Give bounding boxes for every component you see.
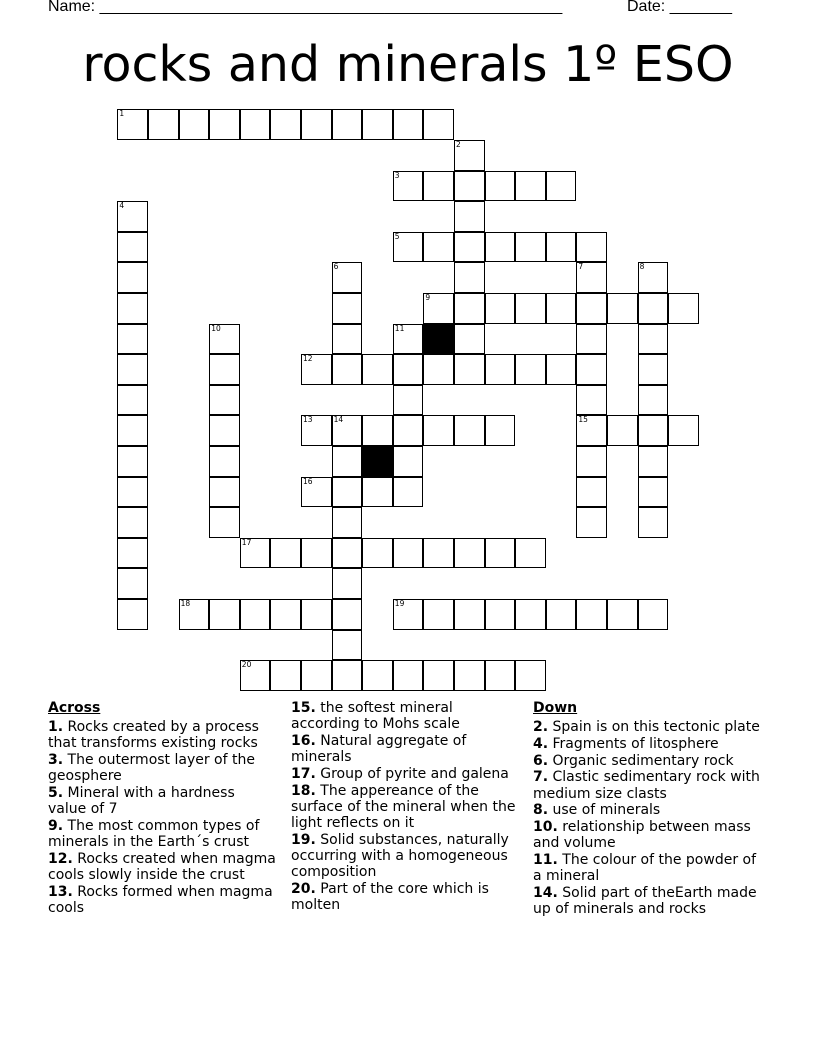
clue-number: 5 [394, 231, 400, 241]
grid-cell[interactable] [270, 538, 301, 569]
grid-cell[interactable] [485, 660, 516, 691]
grid-cell[interactable] [576, 232, 607, 263]
grid-cell[interactable] [301, 538, 332, 569]
grid-cell[interactable] [607, 293, 638, 324]
clue-number: 15 [578, 415, 588, 425]
grid-cell[interactable] [209, 477, 240, 508]
clue-across-3: 3. The outermost layer of the geosphere [48, 752, 255, 785]
grid-cell[interactable] [454, 171, 485, 202]
across-clues [48, 700, 276, 917]
grid-cell[interactable] [454, 538, 485, 569]
grid-cell[interactable] [270, 109, 301, 140]
grid-cell[interactable] [423, 293, 454, 324]
grid-cell[interactable] [423, 660, 454, 691]
grid-cell[interactable] [393, 109, 424, 140]
grid-cell[interactable] [515, 599, 546, 630]
grid-cell[interactable] [332, 477, 363, 508]
clue-across-18: 18. The appereance of the surface of the mineral when the light reflects on it [291, 782, 516, 831]
grid-cell[interactable] [515, 660, 546, 691]
grid-cell[interactable] [179, 109, 210, 140]
grid-cell[interactable] [117, 201, 148, 232]
grid-cell[interactable] [546, 293, 577, 324]
grid-cell[interactable] [576, 354, 607, 385]
page-title: rocks and minerals 1º ESO [82, 36, 734, 93]
clue-across-13: 13. Rocks formed when magma cools [48, 883, 273, 916]
grid-cell[interactable] [638, 262, 669, 293]
clue-number: 13 [303, 415, 313, 425]
clue-number: 10 [211, 323, 221, 333]
clue-across-9: 9. The most common types of minerals in the Earth´s crust [48, 817, 260, 851]
grid-cell[interactable] [117, 446, 148, 477]
grid-cell[interactable] [301, 660, 332, 691]
clue-across-5: 5. Mineral with a hardness value of 7 [48, 785, 235, 818]
clue-number: 20 [241, 660, 252, 670]
grid-cell[interactable] [576, 446, 607, 477]
grid-cell[interactable] [485, 415, 516, 446]
grid-cell[interactable] [209, 507, 240, 538]
grid-cell[interactable] [362, 477, 393, 508]
grid-cell[interactable] [454, 140, 485, 171]
grid-cell[interactable] [546, 354, 577, 385]
grid-cell[interactable] [270, 660, 301, 691]
grid-cell[interactable] [117, 109, 148, 140]
grid-cell[interactable] [607, 415, 638, 446]
grid-cell[interactable] [576, 507, 607, 538]
grid-cell[interactable] [576, 293, 607, 324]
grid-cell[interactable] [301, 477, 332, 508]
grid-cell[interactable] [638, 599, 669, 630]
grid-cell[interactable] [638, 507, 669, 538]
grid-cell[interactable] [270, 599, 301, 630]
grid-cell[interactable] [393, 599, 424, 630]
grid-cell[interactable] [240, 109, 271, 140]
grid-cell[interactable] [423, 354, 454, 385]
clue-down-4: 4. Fragments of litosphere [533, 735, 719, 752]
clue-across-17: 17. Group of pyrite and galena [291, 765, 509, 782]
grid-cell[interactable] [240, 660, 271, 691]
grid-cell[interactable] [423, 109, 454, 140]
grid-cell[interactable] [485, 599, 516, 630]
grid-cell[interactable] [423, 232, 454, 263]
grid-cell[interactable] [423, 415, 454, 446]
name-field-label: Name: ____________________________________________________ [48, 0, 563, 15]
grid-cell[interactable] [240, 599, 271, 630]
clue-down-10: 10. relationship between mass and volume [533, 818, 751, 852]
clue-number: 11 [394, 323, 405, 333]
clue-number: 17 [241, 537, 252, 547]
clue-down-2: 2. Spain is on this tectonic plate [533, 719, 760, 736]
clue-down-11: 11. The colour of the powder of a mineral [533, 851, 757, 885]
clue-across-19: 19. Solid substances, naturally occurring with a homogeneous composition [291, 831, 509, 881]
grid-cell[interactable] [638, 415, 669, 446]
grid-cell[interactable] [362, 660, 393, 691]
grid-cell[interactable] [332, 324, 363, 355]
grid-cell[interactable] [332, 538, 363, 569]
grid-cell[interactable] [454, 201, 485, 232]
grid-cell[interactable] [332, 660, 363, 691]
clue-across-1: 1. Rocks created by a process that transforms existing rocks [48, 719, 259, 752]
clue-number: 4 [119, 201, 125, 211]
grid-cell[interactable] [546, 232, 577, 263]
grid-cell[interactable] [362, 415, 393, 446]
grid-cell[interactable] [638, 446, 669, 477]
clue-across-12: 12. Rocks created when magma cools slowly inside the crust [48, 850, 276, 884]
grid-cell[interactable] [332, 630, 363, 661]
grid-cell[interactable] [546, 171, 577, 202]
grid-cell[interactable] [454, 232, 485, 263]
grid-cell[interactable] [332, 109, 363, 140]
grid-cell[interactable] [454, 262, 485, 293]
grid-cell[interactable] [576, 385, 607, 416]
date-field-label: Date: _______ [627, 0, 732, 15]
clue-number: 1 [119, 109, 125, 119]
grid-cell[interactable] [301, 109, 332, 140]
grid-cell[interactable] [148, 109, 179, 140]
grid-cell[interactable] [209, 109, 240, 140]
grid-cell[interactable] [209, 354, 240, 385]
grid-cell[interactable] [546, 599, 577, 630]
grid-cell[interactable] [485, 354, 516, 385]
grid-cell[interactable] [485, 232, 516, 263]
grid-cell[interactable] [668, 293, 699, 324]
grid-cell[interactable] [485, 293, 516, 324]
grid-cell[interactable] [332, 354, 363, 385]
grid-cell[interactable] [301, 599, 332, 630]
grid-cell[interactable] [423, 171, 454, 202]
clue-down-6: 6. Organic sedimentary rock [533, 752, 734, 769]
grid-cell[interactable] [576, 599, 607, 630]
grid-cell[interactable] [393, 171, 424, 202]
grid-cell[interactable] [117, 293, 148, 324]
grid-cell[interactable] [332, 446, 363, 477]
grid-cell[interactable] [576, 415, 607, 446]
grid-cell[interactable] [515, 538, 546, 569]
grid-cell[interactable] [393, 477, 424, 508]
grid-cell[interactable] [117, 538, 148, 569]
grid-cell[interactable] [117, 477, 148, 508]
grid-cell[interactable] [179, 599, 210, 630]
grid-cell[interactable] [454, 599, 485, 630]
clue-number: 6 [333, 262, 339, 272]
grid-cell[interactable] [515, 232, 546, 263]
clue-across-16: 16. Natural aggregate of minerals [291, 732, 467, 766]
grid-cell[interactable] [209, 446, 240, 477]
grid-cell[interactable] [117, 232, 148, 263]
grid-cell[interactable] [362, 109, 393, 140]
grid-cell[interactable] [117, 599, 148, 630]
grid-cell[interactable] [362, 538, 393, 569]
grid-cell[interactable] [362, 354, 393, 385]
clue-down-8: 8. use of minerals [533, 802, 661, 819]
clue-number: 2 [456, 140, 461, 149]
grid-cell[interactable] [638, 324, 669, 355]
clue-number: 12 [303, 354, 313, 364]
down-heading: Down [533, 700, 578, 716]
grid-cell[interactable] [117, 324, 148, 355]
grid-cell[interactable] [332, 293, 363, 324]
grid-cell[interactable] [393, 660, 424, 691]
clue-across-20: 20. Part of the core which is molten [291, 880, 489, 913]
grid-cell[interactable] [209, 385, 240, 416]
grid-cell[interactable] [454, 354, 485, 385]
across-clues-continued [291, 700, 523, 914]
grid-cell[interactable] [393, 446, 424, 477]
blocked-cell [423, 324, 454, 355]
grid-cell[interactable] [638, 385, 669, 416]
clue-number: 16 [303, 476, 313, 486]
grid-cell[interactable] [332, 415, 363, 446]
grid-cell[interactable] [454, 660, 485, 691]
grid-cell[interactable] [332, 262, 363, 293]
grid-cell[interactable] [117, 262, 148, 293]
grid-cell[interactable] [117, 415, 148, 446]
grid-cell[interactable] [454, 293, 485, 324]
grid-cell[interactable] [393, 354, 424, 385]
grid-cell[interactable] [515, 293, 546, 324]
grid-cell[interactable] [638, 354, 669, 385]
grid-cell[interactable] [117, 568, 148, 599]
grid-cell[interactable] [209, 599, 240, 630]
grid-cell[interactable] [393, 415, 424, 446]
grid-cell[interactable] [668, 415, 699, 446]
grid-cell[interactable] [332, 599, 363, 630]
clue-down-7: 7. Clastic sedimentary rock with medium size clasts [533, 769, 760, 802]
grid-cell[interactable] [117, 385, 148, 416]
grid-cell[interactable] [393, 538, 424, 569]
clue-number: 3 [394, 170, 400, 180]
grid-cell[interactable] [393, 324, 424, 355]
grid-cell[interactable] [117, 507, 148, 538]
grid-cell[interactable] [423, 599, 454, 630]
grid-cell[interactable] [240, 538, 271, 569]
grid-cell[interactable] [515, 354, 546, 385]
grid-cell[interactable] [332, 568, 363, 599]
clue-number: 18 [180, 599, 191, 608]
grid-cell[interactable] [117, 354, 148, 385]
down-clues [533, 700, 765, 918]
grid-cell[interactable] [485, 171, 516, 202]
grid-cell[interactable] [209, 415, 240, 446]
clue-number: 14 [333, 415, 344, 425]
grid-cell[interactable] [576, 262, 607, 293]
clue-number: 7 [578, 262, 584, 272]
grid-cell[interactable] [332, 507, 363, 538]
grid-cell[interactable] [301, 354, 332, 385]
clue-number: 9 [425, 293, 431, 302]
grid-cell[interactable] [209, 324, 240, 355]
grid-cell[interactable] [454, 324, 485, 355]
grid-cell[interactable] [638, 477, 669, 508]
blocked-cell [362, 446, 393, 477]
grid-cell[interactable] [393, 385, 424, 416]
across-heading: Across [48, 700, 101, 716]
clue-number: 8 [639, 262, 645, 272]
grid-cell[interactable] [638, 293, 669, 324]
grid-cell[interactable] [485, 538, 516, 569]
grid-cell[interactable] [576, 324, 607, 355]
grid-cell[interactable] [515, 171, 546, 202]
grid-cell[interactable] [423, 538, 454, 569]
clue-number: 19 [394, 599, 405, 608]
grid-cell[interactable] [393, 232, 424, 263]
grid-cell[interactable] [607, 599, 638, 630]
grid-cell[interactable] [454, 415, 485, 446]
grid-cell[interactable] [576, 477, 607, 508]
grid-cell[interactable] [301, 415, 332, 446]
clue-across-15: 15. the softest mineral according to Mohs scale [291, 700, 460, 733]
clue-down-14: 14. Solid part of theEarth made up of minerals and rocks [533, 884, 757, 917]
